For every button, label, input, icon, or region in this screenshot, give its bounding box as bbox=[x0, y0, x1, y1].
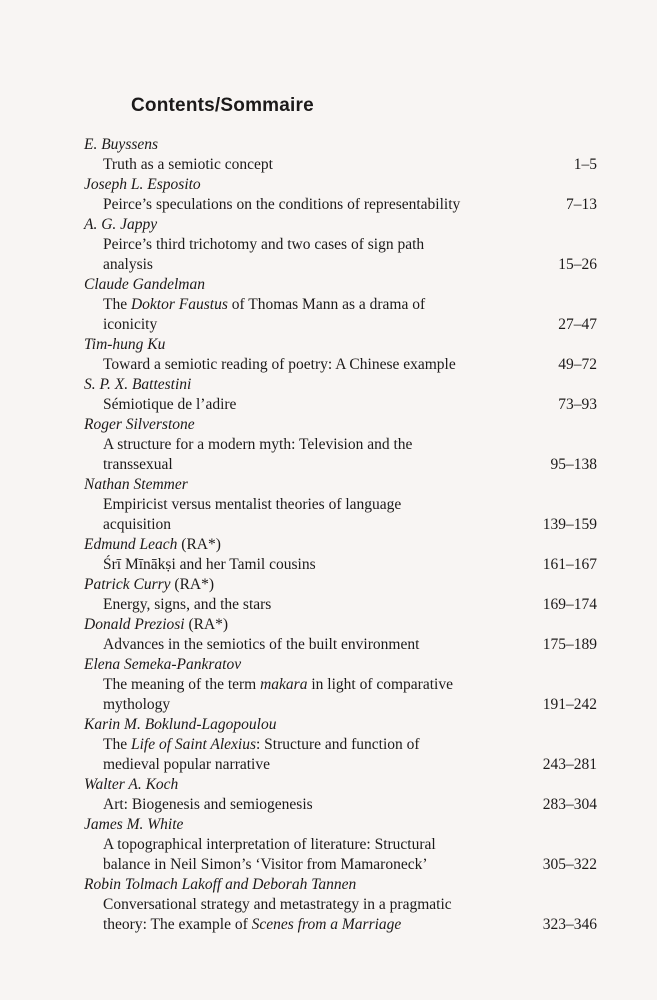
page-range: 323–346 bbox=[542, 916, 597, 933]
entry-title-line: Toward a semiotic reading of poetry: A Chinese example bbox=[103, 356, 456, 373]
entry-title-line: Advances in the semiotics of the built environment bbox=[103, 636, 420, 653]
author-name: Claude Gandelman bbox=[84, 276, 205, 293]
entry-author bbox=[84, 615, 657, 635]
review-article-marker: (RA*) bbox=[184, 616, 229, 633]
page-range: 283–304 bbox=[542, 796, 597, 813]
entry-row bbox=[0, 155, 657, 175]
review-article-marker: (RA*) bbox=[170, 576, 215, 593]
entry-author bbox=[84, 415, 657, 435]
author-name: Joseph L. Esposito bbox=[84, 176, 201, 193]
entry-title-line: A structure for a modern myth: Television and the bbox=[103, 436, 413, 453]
entry-title-line: Śrī Mīnākṣi and her Tamil cousins bbox=[103, 556, 316, 573]
author-name: Patrick Curry bbox=[84, 576, 171, 593]
entry-title-line: Peirce’s speculations on the conditions of representability bbox=[103, 196, 461, 213]
page-range: 1–5 bbox=[573, 156, 597, 173]
author-name: Nathan Stemmer bbox=[84, 476, 188, 493]
author-name: Karin M. Boklund-Lagopoulou bbox=[84, 716, 277, 733]
author-name: A. G. Jappy bbox=[84, 216, 158, 233]
entry-title-line: Truth as a semiotic concept bbox=[103, 156, 273, 173]
entry-title-line: acquisition bbox=[103, 516, 172, 533]
entry-author bbox=[84, 655, 657, 675]
table-of-contents bbox=[0, 135, 657, 935]
entry-row bbox=[0, 355, 657, 375]
page-range: 191–242 bbox=[542, 696, 597, 713]
author-name: S. P. X. Battestini bbox=[84, 376, 192, 393]
entry-title-line: analysis bbox=[103, 256, 153, 273]
toc-entry bbox=[0, 135, 657, 175]
entry-row bbox=[0, 835, 657, 875]
page-range: 7–13 bbox=[566, 196, 597, 213]
toc-entry bbox=[0, 715, 657, 775]
page-range: 161–167 bbox=[542, 556, 597, 573]
entry-author bbox=[84, 535, 657, 555]
author-name: Elena Semeka-Pankratov bbox=[84, 656, 242, 673]
entry-author bbox=[84, 575, 657, 595]
toc-entry bbox=[0, 415, 657, 475]
author-name: Roger Silverstone bbox=[84, 416, 195, 433]
entry-row bbox=[0, 675, 657, 715]
toc-entry bbox=[0, 475, 657, 535]
page-range: 139–159 bbox=[542, 516, 597, 533]
entry-title-line: The Life of Saint Alexius: Structure and function of bbox=[103, 736, 420, 753]
author-name: Donald Preziosi bbox=[84, 616, 185, 633]
entry-title-line: Peirce’s third trichotomy and two cases of sign path bbox=[103, 236, 425, 253]
entry-author bbox=[84, 815, 657, 835]
toc-entry bbox=[0, 655, 657, 715]
entry-title-line: iconicity bbox=[103, 316, 158, 333]
entry-row bbox=[0, 895, 657, 935]
entry-author bbox=[84, 275, 657, 295]
page-range: 175–189 bbox=[542, 636, 597, 653]
author-name: Robin Tolmach Lakoff and Deborah Tannen bbox=[84, 876, 357, 893]
author-name: Edmund Leach bbox=[84, 536, 178, 553]
entry-title-line: A topographical interpretation of literature: Structural bbox=[103, 836, 436, 853]
entry-row bbox=[0, 435, 657, 475]
entry-author bbox=[84, 715, 657, 735]
entry-author bbox=[84, 335, 657, 355]
entry-row bbox=[0, 555, 657, 575]
toc-entry bbox=[0, 875, 657, 935]
entry-title-line: mythology bbox=[103, 696, 171, 713]
entry-author bbox=[84, 775, 657, 795]
toc-entry bbox=[0, 275, 657, 335]
entry-author bbox=[84, 175, 657, 195]
toc-entry bbox=[0, 175, 657, 215]
entry-row bbox=[0, 495, 657, 535]
page-range: 169–174 bbox=[542, 596, 597, 613]
page-range: 243–281 bbox=[542, 756, 597, 773]
page-range: 305–322 bbox=[542, 856, 597, 873]
toc-entry bbox=[0, 535, 657, 575]
entry-author bbox=[84, 875, 657, 895]
entry-author bbox=[84, 215, 657, 235]
toc-entry bbox=[0, 335, 657, 375]
review-article-marker: (RA*) bbox=[177, 536, 221, 553]
entry-title-line: Conversational strategy and metastrategy in a pragmatic bbox=[103, 896, 452, 913]
entry-title-line: Art: Biogenesis and semiogenesis bbox=[103, 796, 313, 813]
author-name: Walter A. Koch bbox=[84, 776, 179, 793]
entry-title-line: medieval popular narrative bbox=[103, 756, 270, 773]
entry-title-line: theory: The example of Scenes from a Marriage bbox=[103, 916, 402, 933]
entry-row bbox=[0, 235, 657, 275]
entry-row bbox=[0, 295, 657, 335]
toc-entry bbox=[0, 215, 657, 275]
entry-title-line: Energy, signs, and the stars bbox=[103, 596, 272, 613]
entry-row bbox=[0, 635, 657, 655]
entry-row bbox=[0, 795, 657, 815]
entry-author bbox=[84, 375, 657, 395]
entry-title-line: balance in Neil Simon’s ‘Visitor from Mamaroneck’ bbox=[103, 856, 428, 873]
author-name: James M. White bbox=[84, 816, 184, 833]
page-range: 15–26 bbox=[558, 256, 597, 273]
entry-title-line: The meaning of the term makara in light of comparative bbox=[103, 676, 453, 693]
author-name: E. Buyssens bbox=[84, 136, 159, 153]
entry-title-line: Empiricist versus mentalist theories of language bbox=[103, 496, 402, 513]
toc-entry bbox=[0, 815, 657, 875]
page-range: 49–72 bbox=[558, 356, 597, 373]
page-range: 95–138 bbox=[550, 456, 597, 473]
entry-row bbox=[0, 735, 657, 775]
entry-row bbox=[0, 595, 657, 615]
toc-entry bbox=[0, 615, 657, 655]
entry-title-line: Sémiotique de l’adire bbox=[103, 396, 237, 413]
author-name: Tim-hung Ku bbox=[84, 336, 166, 353]
entry-title-line: The Doktor Faustus of Thomas Mann as a drama of bbox=[103, 296, 426, 313]
entry-author bbox=[84, 135, 657, 155]
entry-author bbox=[84, 475, 657, 495]
entry-row bbox=[0, 195, 657, 215]
page-title: Contents/Sommaire bbox=[131, 95, 314, 116]
toc-entry bbox=[0, 775, 657, 815]
page-range: 73–93 bbox=[558, 396, 597, 413]
entry-row bbox=[0, 395, 657, 415]
toc-entry bbox=[0, 575, 657, 615]
page-range: 27–47 bbox=[558, 316, 597, 333]
toc-entry bbox=[0, 375, 657, 415]
entry-title-line: transsexual bbox=[103, 456, 173, 473]
